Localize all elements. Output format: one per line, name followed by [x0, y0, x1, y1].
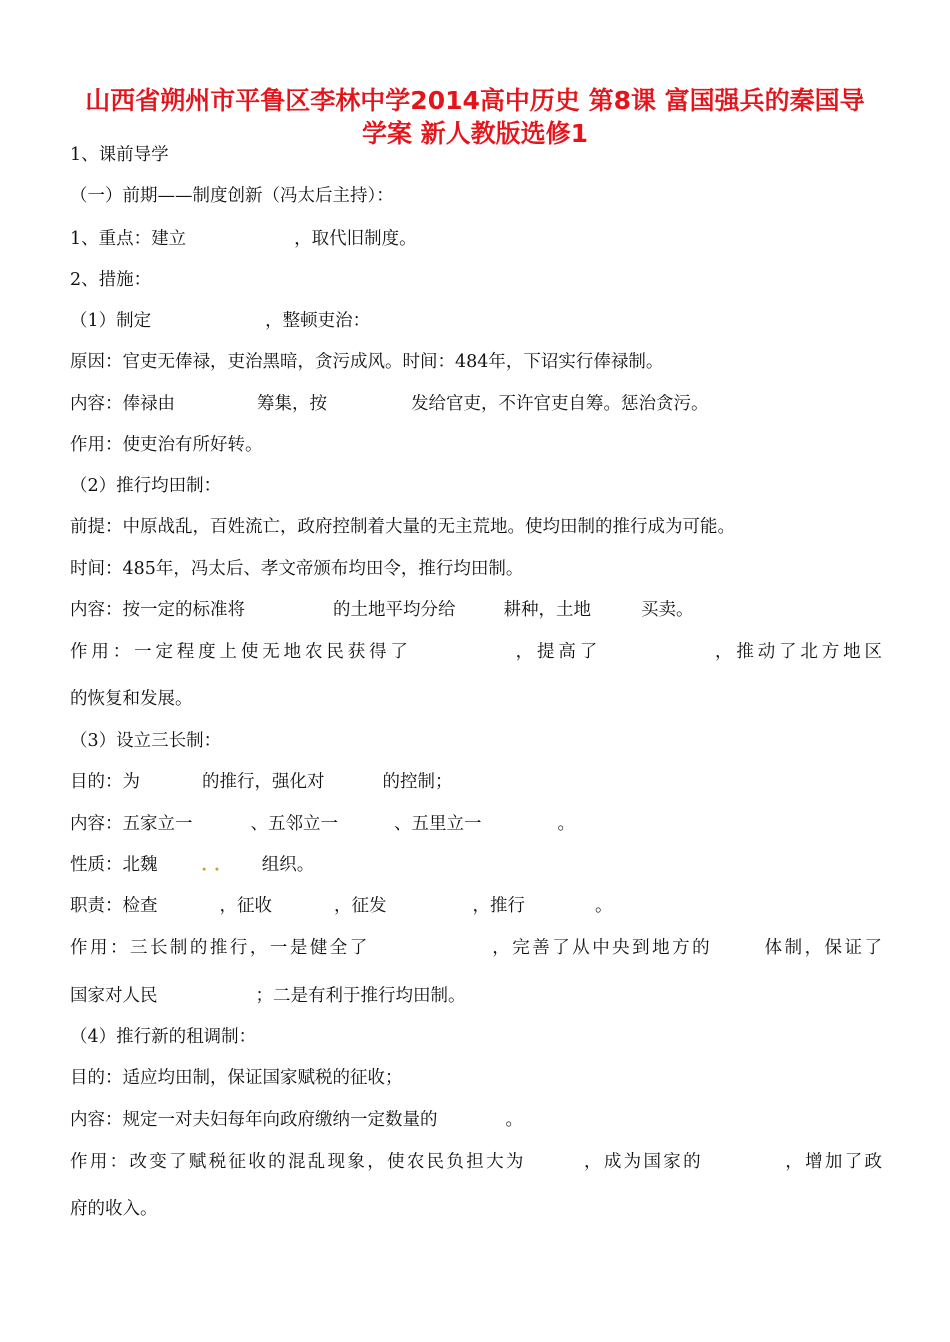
text-line: 内容：按一定的标准将 的土地平均分给 耕种，土地 买卖。	[70, 600, 694, 620]
title-line-2: 学案 新人教版选修1	[361, 119, 589, 148]
text-line: 作用：一定程度上使无地农民获得了 ，提高了 ，推动了北方地区	[70, 642, 883, 662]
text-line: 2、措施：	[70, 270, 152, 290]
text-line: 时间：485年，冯太后、孝文帝颁布均田令，推行均田制。	[70, 559, 524, 579]
text-line: 职责：检查 ，征收 ，征发 ，推行 。	[70, 896, 613, 916]
text-line: 内容：俸禄由 筹集，按 发给官吏，不许官吏自筹。惩治贪污。	[70, 394, 709, 414]
text-line: 作用：三长制的推行，一是健全了 ，完善了从中央到地方的 体制，保证了	[70, 938, 883, 958]
document-title	[60, 84, 890, 150]
text-line: 府的收入。	[70, 1199, 158, 1219]
subsection-heading: （一）前期——制度创新（冯太后主持）：	[70, 186, 394, 206]
emphasis-dots: ．．	[201, 855, 236, 875]
text-line: 作用：使吏治有所好转。	[70, 435, 263, 455]
text-line: 内容：五家立一 、五邻立一 、五里立一 。	[70, 814, 575, 834]
text-line: 作用：改变了赋税征收的混乱现象，使农民负担大为 ，成为国家的 ，增加了政	[70, 1152, 883, 1172]
text-line: （1）制定 ，整顿吏治：	[70, 311, 371, 331]
text-line: 性质：北魏 ．． 组织。	[70, 855, 315, 875]
text-line: 目的：为 的推行，强化对 的控制；	[70, 772, 453, 792]
section-heading: 1、课前导学	[70, 145, 169, 165]
text-line: 目的：适应均田制，保证国家赋税的征收；	[70, 1068, 403, 1088]
title-line-1: 山西省朔州市平鲁区李林中学2014高中历史 第8课 富国强兵的秦国导	[85, 86, 865, 115]
subsection-heading: （2）推行均田制：	[70, 476, 222, 496]
text-line: 原因：官吏无俸禄，吏治黑暗，贪污成风。时间：484年，下诏实行俸禄制。	[70, 352, 664, 372]
text-line: 前提：中原战乱，百姓流亡，政府控制着大量的无主荒地。使均田制的推行成为可能。	[70, 517, 735, 537]
subsection-heading: （3）设立三长制：	[70, 731, 222, 751]
text-line: 内容：规定一对夫妇每年向政府缴纳一定数量的 。	[70, 1110, 523, 1130]
text-line: 的恢复和发展。	[70, 689, 193, 709]
subsection-heading: （4）推行新的租调制：	[70, 1027, 257, 1047]
text-line: 国家对人民 ；二是有利于推行均田制。	[70, 986, 466, 1006]
text-line: 1、重点：建立 ，取代旧制度。	[70, 229, 417, 249]
